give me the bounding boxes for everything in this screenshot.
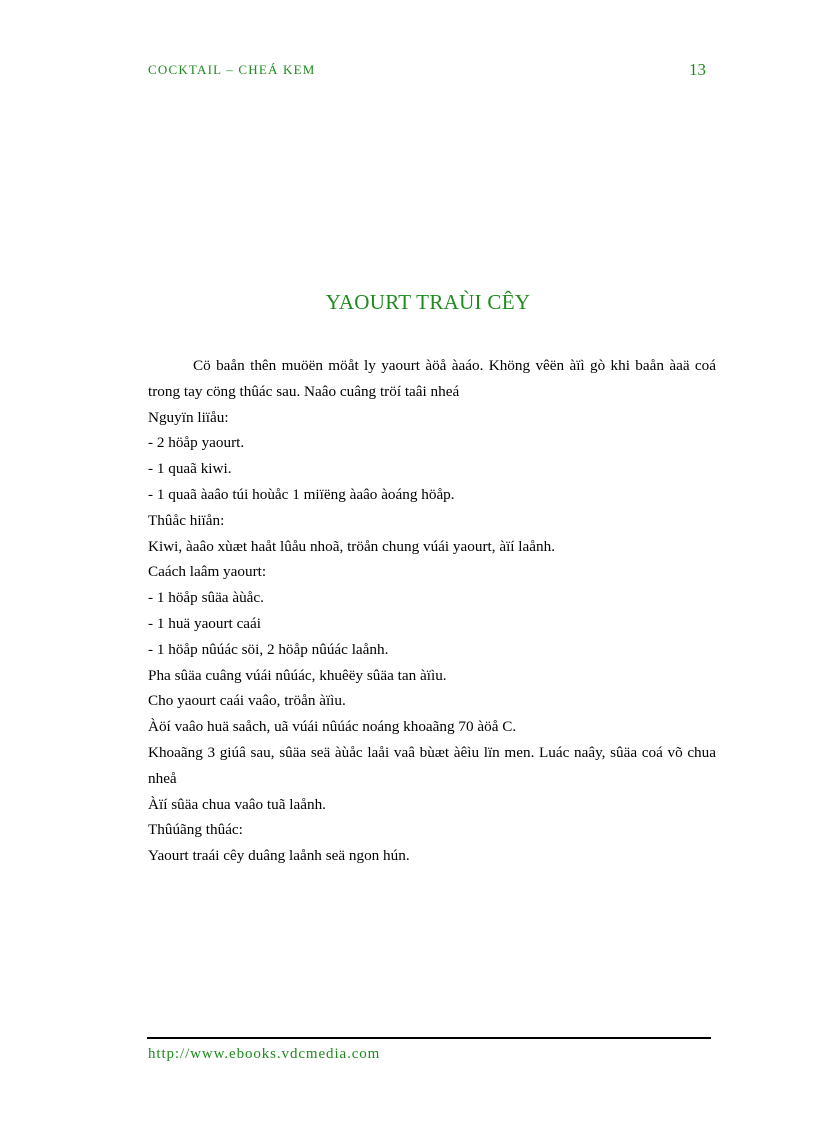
yogurt-making-heading: Caách laâm yaourt: (148, 563, 267, 581)
yogurt-step: Àïí sûäa chua vaâo tuã laånh. (148, 795, 326, 813)
serving-heading: Thûúãng thûác: (148, 821, 243, 839)
ingredient-item: - 2 höåp yaourt. (148, 434, 245, 452)
yogurt-step: Khoaãng 3 giúâ sau, sûäa seä àùåc laåi vaâ bùæt àêìu lïn men. Luác naây, sûäa coá võ chua nheå (148, 743, 716, 787)
serving-note: Yaourt traái cêy duâng laånh seä ngon hún. (148, 847, 410, 865)
recipe-title: YAOURT TRAÙI CÊY (325, 290, 531, 314)
yogurt-step: Pha sûäa cuâng vúái nûúác, khuêëy sûäa tan àïìu. (148, 666, 447, 684)
running-head: COCKTAIL – CHEÁ KEM (148, 62, 316, 77)
ingredient-item: - 1 quaã àaâo túi hoùåc 1 miïëng àaâo àoáng höåp. (148, 485, 455, 503)
ingredients-heading: Nguyïn liïåu: (148, 408, 229, 426)
recipe-body (148, 353, 716, 869)
footer-website-link[interactable]: http://www.ebooks.vdcmedia.com (148, 1046, 381, 1062)
method-heading: Thûåc hiïån: (148, 511, 225, 529)
yogurt-ingredient-item: - 1 höåp sûäa àùåc. (148, 589, 264, 607)
yogurt-step: Cho yaourt caái vaâo, tröån àïìu. (148, 692, 346, 710)
footer-divider (147, 1037, 711, 1039)
yogurt-ingredient-item: - 1 höåp nûúác söi, 2 höåp nûúác laånh. (148, 640, 389, 658)
ingredient-item: - 1 quaã kiwi. (148, 460, 232, 478)
page-number: 13 (689, 60, 706, 79)
yogurt-ingredient-item: - 1 huä yaourt caái (148, 614, 262, 632)
intro-paragraph: Cö baån thên muöën möåt ly yaourt àöå àaáo. Khöng vêën àïì gò khi baån àaä coá trong tay cöng thûác sau. Naâo cuâng tröí taâi nheá (148, 357, 716, 400)
method-step: Kiwi, àaâo xùæt haåt lûåu nhoã, tröån chung vúái yaourt, àïí laånh. (148, 537, 555, 555)
yogurt-step: Àöí vaâo huä saåch, uã vúái nûúác noáng khoaãng 70 àöå C. (148, 718, 517, 736)
